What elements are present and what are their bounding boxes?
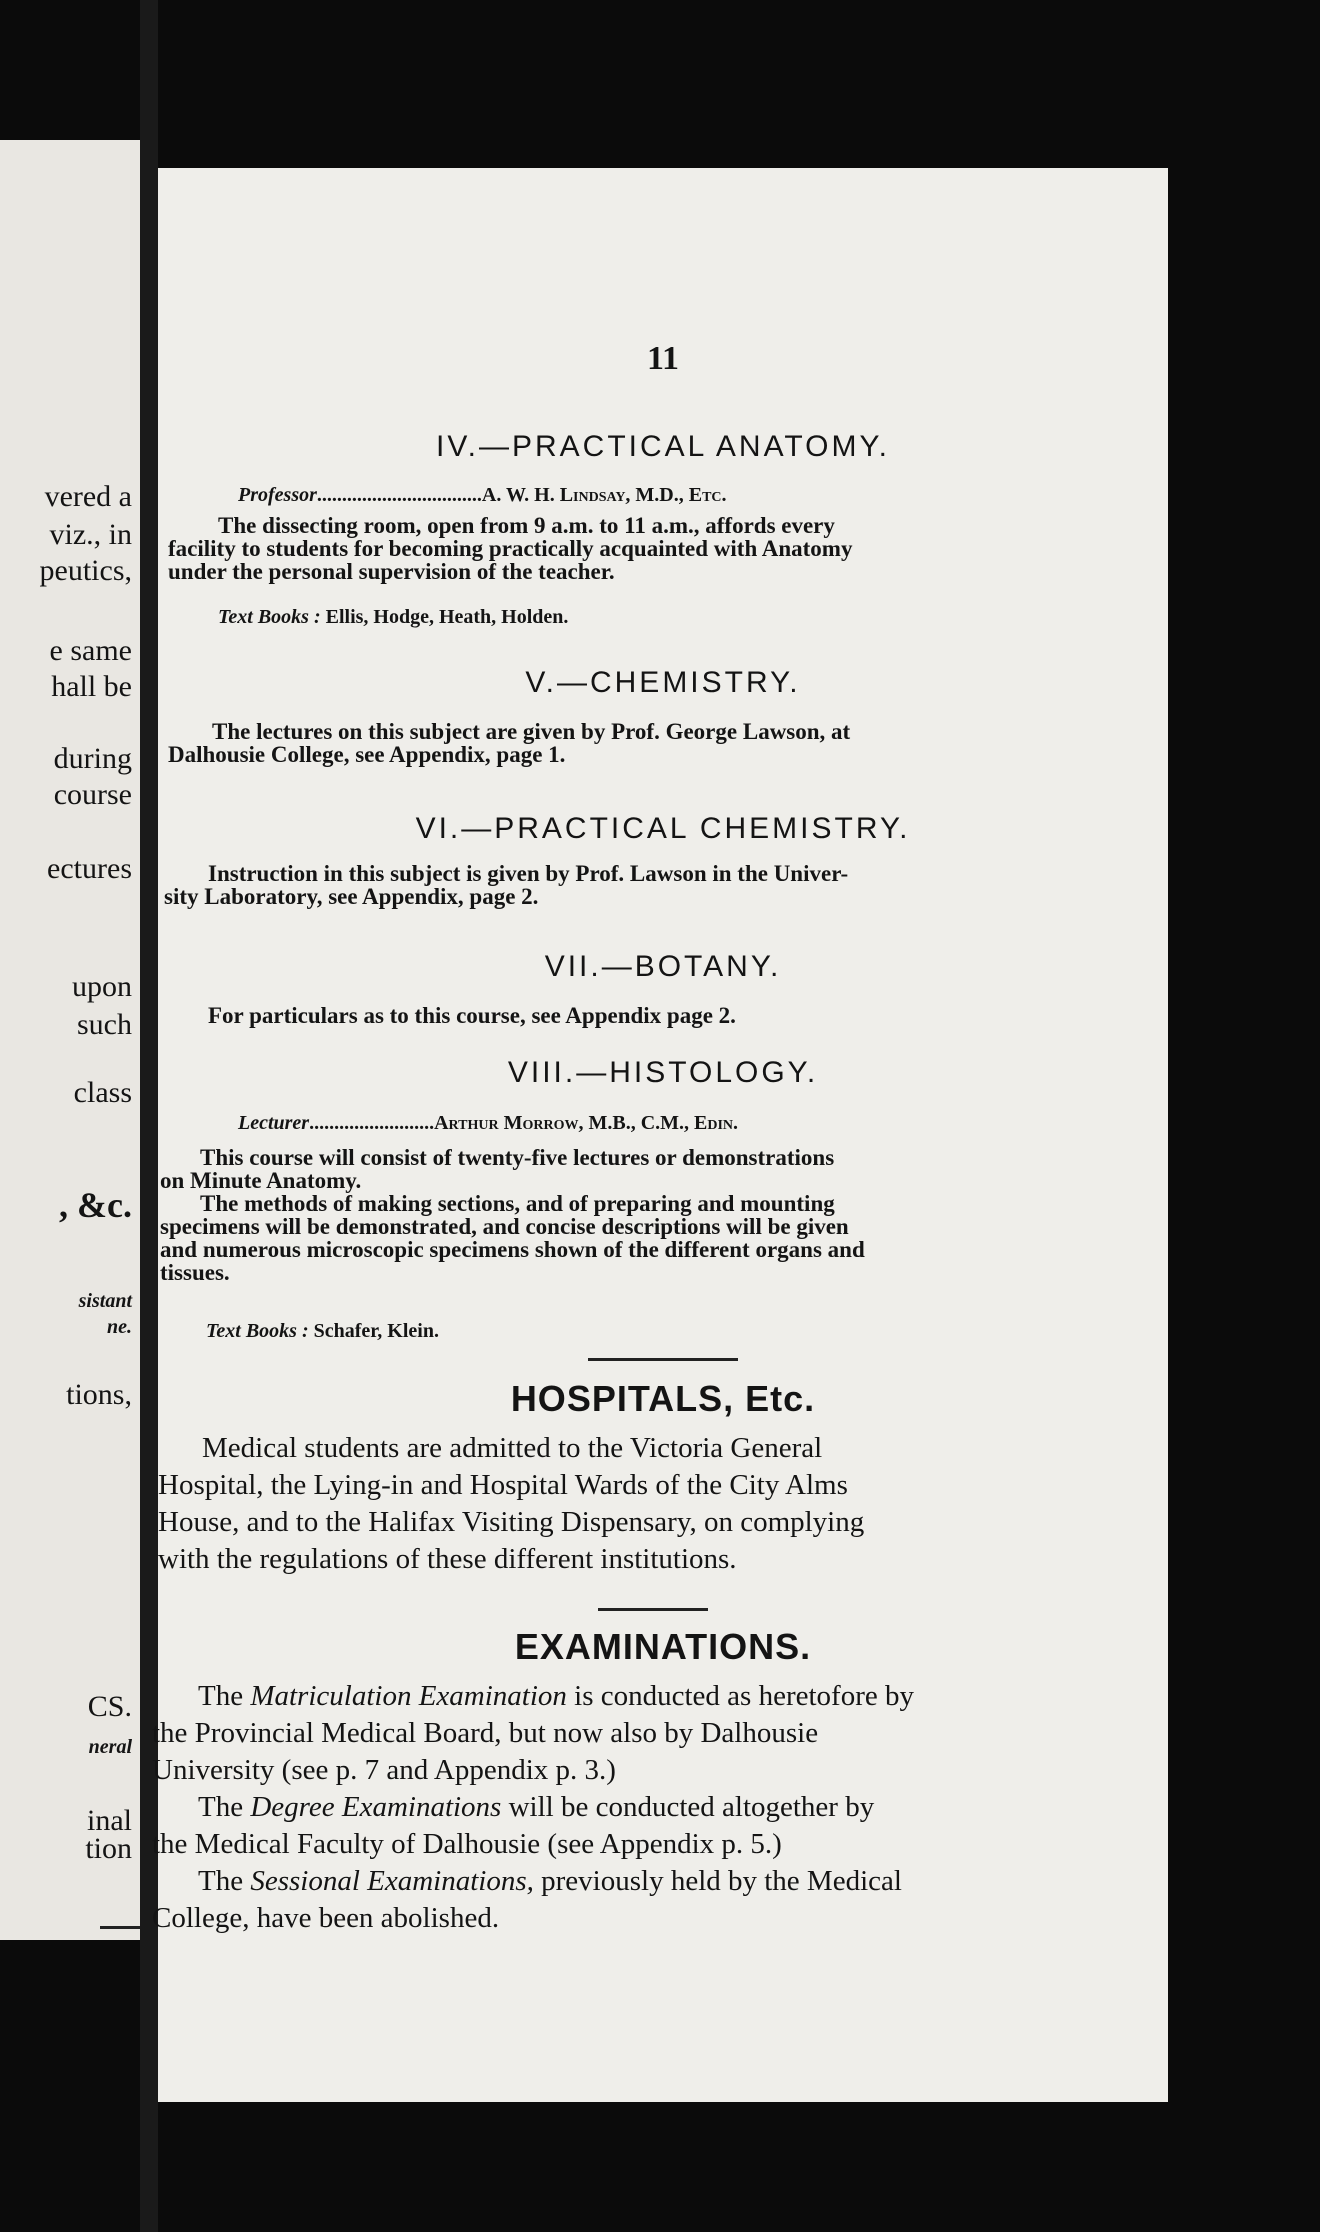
left-rule [100, 1926, 140, 1929]
left-text-line: during [53, 742, 132, 775]
left-text-line: CS. [87, 1690, 132, 1723]
section-divider [588, 1358, 738, 1361]
left-text-line: course [53, 778, 132, 811]
left-text-line: upon [72, 970, 132, 1003]
para-line: sity Laboratory, see Appendix, page 2. [164, 884, 539, 909]
left-text-line: ectures [47, 852, 132, 885]
lecturer-line [238, 1112, 738, 1135]
para-line: tissues. [160, 1260, 230, 1285]
histology-textbooks [206, 1320, 439, 1343]
para-line: The Degree Examinations will be conducted altogether by [198, 1791, 875, 1823]
left-page-fragment [0, 140, 140, 1940]
main-page [152, 168, 1168, 2102]
para-line: on Minute Anatomy. [160, 1168, 362, 1193]
left-text-line: tions, [66, 1378, 132, 1411]
para-line: Dalhousie College, see Appendix, page 1. [168, 742, 566, 767]
left-text-line: such [77, 1008, 132, 1041]
section-heading-practical-chemistry: VI.—PRACTICAL CHEMISTRY. [415, 812, 911, 845]
para-line: specimens will be demonstrated, and concise descriptions will be given [160, 1214, 849, 1239]
dot-leader: ......................... [309, 1112, 435, 1134]
dot-leader: ................................. [316, 484, 482, 506]
para-line: This course will consist of twenty-five lectures or demonstrations [200, 1145, 835, 1170]
person-name: Arthur Morrow, M.B., C.M., Edin. [434, 1112, 739, 1134]
para-line: with the regulations of these different institutions. [158, 1543, 737, 1575]
para-line: Medical students are admitted to the Victoria General [202, 1432, 823, 1464]
para-line: For particulars as to this course, see Appendix page 2. [208, 1003, 736, 1028]
emphasis: Degree Examinations [250, 1791, 502, 1823]
professor-line [238, 484, 727, 507]
para-line: Hospital, the Lying-in and Hospital Wards of the City Alms [158, 1469, 848, 1501]
textbooks-list: Schafer, Klein. [313, 1320, 439, 1342]
section-divider [598, 1608, 708, 1611]
left-text-line: neral [88, 1736, 132, 1758]
textbooks-label: Text Books : [218, 606, 321, 628]
section-heading-hospitals: HOSPITALS, Etc. [510, 1378, 816, 1419]
para-line: The Matriculation Examination is conducted as heretofore by [198, 1680, 914, 1712]
role-label: Lecturer [238, 1112, 310, 1134]
hospitals-paragraph [158, 1430, 1118, 1578]
para-line: Instruction in this subject is given by Prof. Lawson in the Univer- [208, 861, 849, 886]
emphasis: Sessional Examinations, [250, 1865, 534, 1897]
para-line: facility to students for becoming practically acquainted with Anatomy [168, 536, 853, 561]
botany-paragraph [208, 1004, 1108, 1027]
para-line: The lectures on this subject are given by Prof. George Lawson, at [212, 719, 851, 744]
para-line: University (see p. 7 and Appendix p. 3.) [152, 1754, 616, 1786]
section-heading-chemistry: V.—CHEMISTRY. [525, 666, 801, 699]
left-text-line: vered a [44, 480, 132, 513]
emphasis: Matriculation Examination [250, 1680, 567, 1712]
left-text-line: inal [87, 1804, 132, 1837]
textbooks-list: Ellis, Hodge, Heath, Holden. [325, 606, 569, 628]
para-line: under the personal supervision of the teacher. [168, 559, 615, 584]
section-heading-examinations: EXAMINATIONS. [514, 1626, 812, 1667]
section-heading-practical-anatomy: IV.—PRACTICAL ANATOMY. [436, 430, 890, 463]
page-number: 11 [646, 340, 680, 377]
anatomy-paragraph [168, 514, 1128, 583]
left-text-line: ne. [107, 1316, 132, 1338]
para-line: College, have been abolished. [152, 1902, 500, 1934]
left-text-line: , &c. [59, 1185, 132, 1225]
role-label: Professor [238, 484, 317, 506]
section-heading-histology: VIII.—HISTOLOGY. [507, 1056, 819, 1089]
examinations-paragraph [152, 1678, 1122, 1937]
para-line: The Sessional Examinations, previously held by the Medical [198, 1865, 902, 1897]
left-text-line: sistant [78, 1290, 132, 1312]
left-text-line: peutics, [39, 554, 132, 587]
left-text-line: viz., in [49, 518, 132, 551]
left-text-line: e same [49, 634, 132, 667]
para-line: and numerous microscopic specimens shown of the different organs and [160, 1237, 865, 1262]
para-line: The dissecting room, open from 9 a.m. to 11 a.m., affords every [218, 513, 835, 538]
para-line: the Provincial Medical Board, but now also by Dalhousie [152, 1717, 819, 1749]
histology-paragraph [160, 1146, 1120, 1284]
left-text-line: hall be [51, 670, 132, 703]
textbooks-label: Text Books : [206, 1320, 309, 1342]
para-line: the Medical Faculty of Dalhousie (see Appendix p. 5.) [152, 1828, 782, 1860]
section-heading-botany: VII.—BOTANY. [544, 950, 782, 983]
para-line: House, and to the Halifax Visiting Dispensary, on complying [158, 1506, 865, 1538]
left-text-line: tion [85, 1832, 132, 1865]
para-line: The methods of making sections, and of preparing and mounting [200, 1191, 835, 1216]
left-text-line: class [73, 1076, 132, 1109]
person-name: A. W. H. Lindsay, M.D., Etc. [481, 484, 727, 506]
chemistry-paragraph [168, 720, 1128, 766]
anatomy-textbooks [218, 606, 568, 629]
practical-chemistry-paragraph [164, 862, 1124, 908]
